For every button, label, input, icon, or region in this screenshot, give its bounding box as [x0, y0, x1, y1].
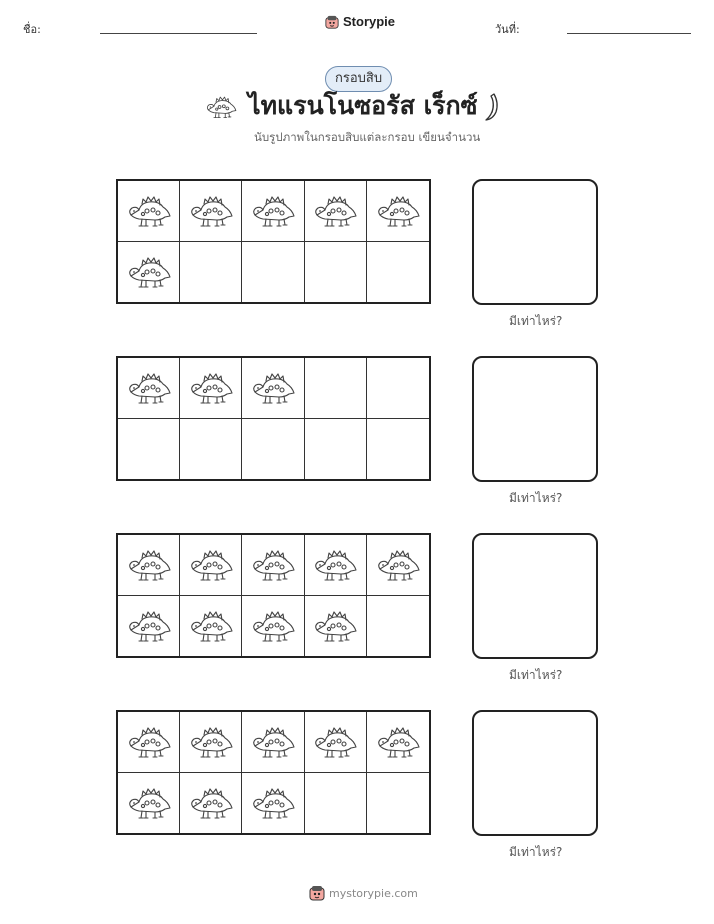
ten-frame — [116, 710, 431, 835]
instructions: นับรูปภาพในกรอบสิบแต่ละกรอบ เขียนจำนวน — [254, 130, 481, 144]
ten-frame-cell-empty — [305, 419, 367, 480]
ten-frame — [116, 533, 431, 658]
ten-frame-cell-filled — [118, 181, 180, 242]
how-many-label: มีเท่าไหร่? — [509, 845, 563, 859]
dinosaur-icon — [125, 193, 173, 229]
ten-frame-cell-empty — [118, 419, 180, 480]
ten-frame — [116, 356, 431, 481]
ten-frame-cell-filled — [305, 712, 367, 773]
ten-frame-cell-filled — [242, 712, 304, 773]
dinosaur-icon — [187, 193, 235, 229]
ten-frame-cell-filled — [118, 242, 180, 303]
ten-frame-cell-filled — [367, 712, 429, 773]
dinosaur-icon — [125, 785, 173, 821]
ten-frame-badge: กรอบสิบ — [325, 66, 392, 92]
ten-frame — [116, 179, 431, 304]
dinosaur-icon — [125, 724, 173, 760]
dinosaur-icon — [374, 547, 422, 583]
name-line[interactable] — [100, 33, 257, 34]
dinosaur-icon — [311, 724, 359, 760]
dinosaur-icon — [187, 785, 235, 821]
date-label: วันที่: — [495, 23, 520, 36]
dinosaur-icon — [311, 608, 359, 644]
ten-frame-cell-filled — [305, 596, 367, 657]
ten-frame-cell-filled — [242, 596, 304, 657]
how-many-label: มีเท่าไหร่? — [509, 314, 563, 328]
dinosaur-icon — [187, 724, 235, 760]
ten-frame-cell-filled — [118, 535, 180, 596]
date-line[interactable] — [567, 33, 691, 34]
ten-frame-cell-filled — [180, 358, 242, 419]
page-title: ไทแรนโนซอรัส เร็กซ์ — [248, 91, 478, 120]
footer-url: mystorypie.com — [329, 886, 418, 900]
dinosaur-icon — [187, 547, 235, 583]
ten-frame-cell-filled — [118, 712, 180, 773]
dinosaur-icon — [249, 370, 297, 406]
ten-frame-cell-filled — [242, 773, 304, 834]
ten-frame-cell-filled — [180, 181, 242, 242]
ten-frame-cell-empty — [305, 773, 367, 834]
dinosaur-icon — [187, 608, 235, 644]
ten-frame-cell-filled — [180, 535, 242, 596]
brand-name: Storypie — [343, 14, 396, 29]
ten-frame-cell-filled — [180, 712, 242, 773]
dinosaur-icon — [374, 724, 422, 760]
dinosaur-icon — [311, 193, 359, 229]
storypie-logo-icon — [325, 15, 339, 29]
dinosaur-icon — [125, 608, 173, 644]
ten-frame-cell-empty — [180, 242, 242, 303]
claw-icon — [483, 93, 501, 121]
brand-logo — [325, 14, 395, 29]
ten-frame-cell-filled — [242, 358, 304, 419]
dinosaur-icon — [125, 254, 173, 290]
ten-frame-cell-empty — [367, 596, 429, 657]
ten-frame-cell-filled — [367, 535, 429, 596]
dinosaur-icon — [249, 724, 297, 760]
how-many-label: มีเท่าไหร่? — [509, 491, 563, 505]
ten-frame-cell-empty — [305, 242, 367, 303]
ten-frame-cell-empty — [242, 419, 304, 480]
ten-frame-cell-empty — [305, 358, 367, 419]
ten-frame-cell-filled — [118, 773, 180, 834]
ten-frame-cell-filled — [305, 181, 367, 242]
dinosaur-icon — [187, 370, 235, 406]
footer — [309, 885, 418, 901]
how-many-label: มีเท่าไหร่? — [509, 668, 563, 682]
dinosaur-icon — [249, 547, 297, 583]
dinosaur-icon — [249, 193, 297, 229]
ten-frame-cell-filled — [180, 596, 242, 657]
dinosaur-icon — [311, 547, 359, 583]
dinosaur-icon — [125, 370, 173, 406]
ten-frame-cell-empty — [242, 242, 304, 303]
ten-frame-cell-filled — [118, 596, 180, 657]
ten-frame-cell-empty — [367, 358, 429, 419]
ten-frame-cell-empty — [367, 773, 429, 834]
ten-frame-cell-filled — [367, 181, 429, 242]
dinosaur-icon — [374, 193, 422, 229]
answer-box[interactable] — [472, 179, 598, 305]
ten-frame-cell-filled — [118, 358, 180, 419]
dinosaur-icon — [125, 547, 173, 583]
dinosaur-icon — [249, 785, 297, 821]
ten-frame-cell-empty — [367, 242, 429, 303]
answer-box[interactable] — [472, 356, 598, 482]
ten-frame-cell-filled — [180, 773, 242, 834]
name-label: ชื่อ: — [23, 23, 41, 36]
dinosaur-icon — [204, 94, 238, 120]
dinosaur-icon — [249, 608, 297, 644]
storypie-logo-icon — [309, 885, 325, 901]
ten-frame-cell-filled — [305, 535, 367, 596]
ten-frame-cell-filled — [242, 535, 304, 596]
answer-box[interactable] — [472, 710, 598, 836]
ten-frame-cell-empty — [367, 419, 429, 480]
ten-frame-cell-empty — [180, 419, 242, 480]
answer-box[interactable] — [472, 533, 598, 659]
ten-frame-cell-filled — [242, 181, 304, 242]
